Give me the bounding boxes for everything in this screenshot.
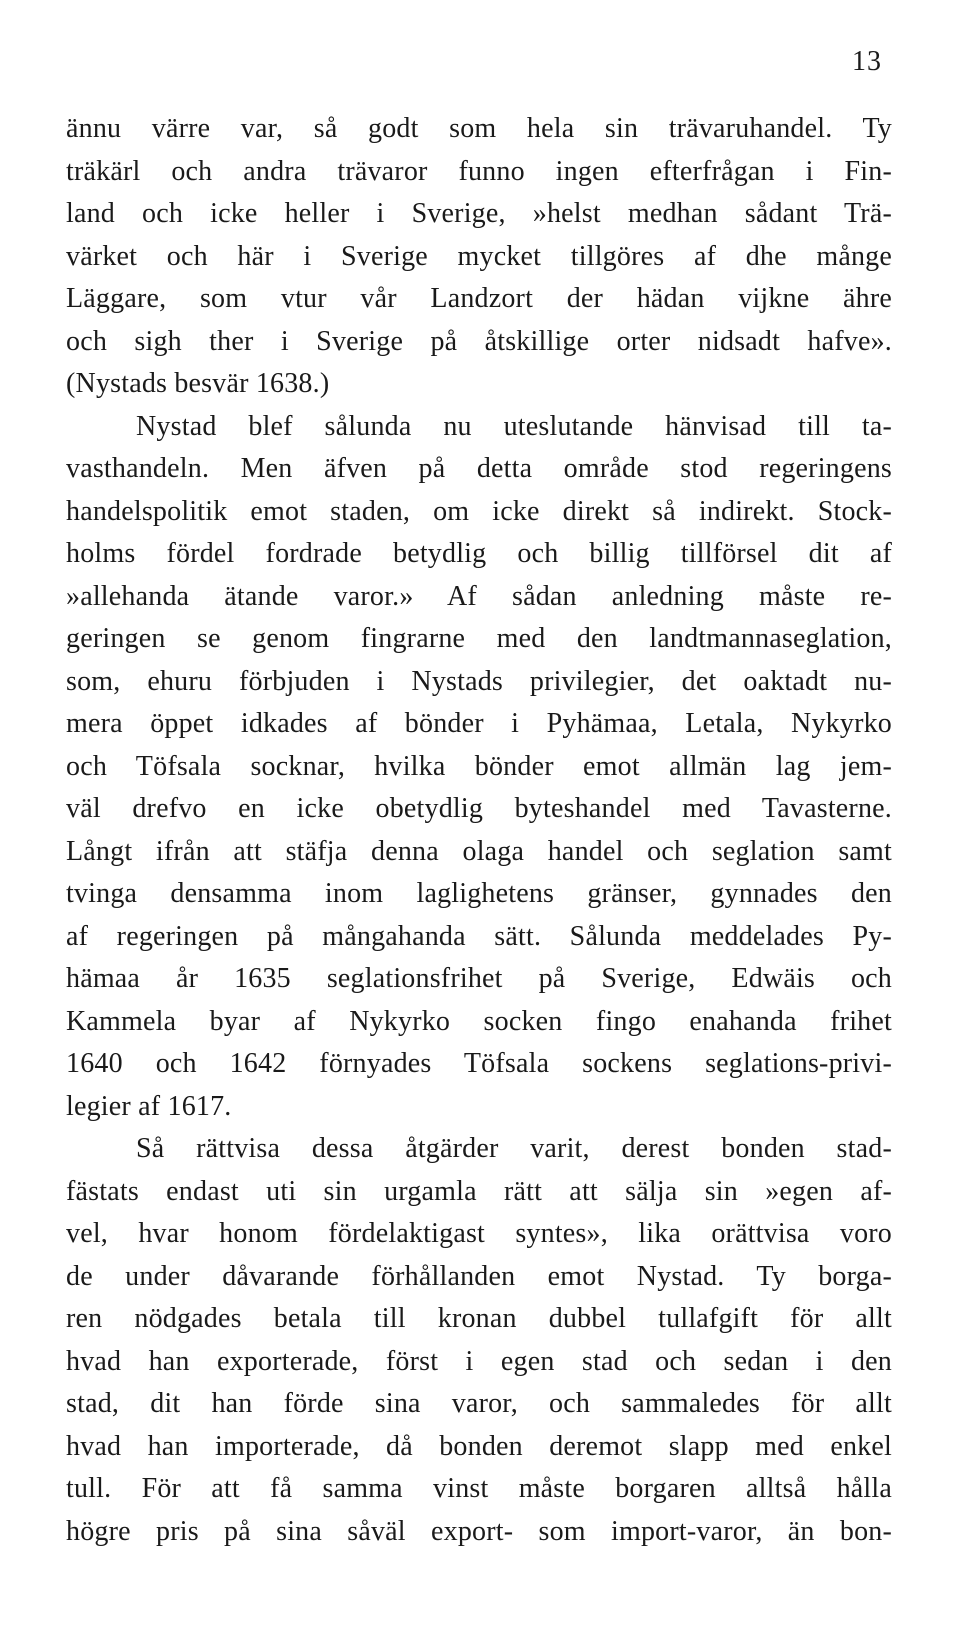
text-line: »allehanda ätande varor.» Af sådan anledning måste re- xyxy=(66,580,892,612)
text-line: högre pris på sina såväl export- som import-varor, än bon- xyxy=(66,1515,892,1547)
text-line: Kammela byar af Nykyrko socken fingo enahanda frihet xyxy=(66,1005,892,1037)
text-line: vel, hvar honom fördelaktigast syntes», lika orättvisa voro xyxy=(66,1218,892,1249)
text-line: och sigh ther i Sverige på åtskillige orter nidsadt hafve». xyxy=(66,325,892,357)
text-line: Så rättvisa dessa åtgärder varit, derest bonden stad- xyxy=(136,1133,892,1164)
text-line: stad, dit han förde sina varor, och sammaledes för allt xyxy=(66,1388,892,1419)
body-text xyxy=(66,108,892,1553)
text-line: Läggare, som vtur vår Landzort der hädan vijkne ähre xyxy=(66,283,892,314)
text-line: träkärl och andra trävaror funno ingen efterfrågan i Fin- xyxy=(66,155,892,187)
paragraph-1 xyxy=(66,108,892,406)
text-line: de under dåvarande förhållanden emot Nystad. Ty borga- xyxy=(66,1260,892,1292)
text-line: (Nystads besvär 1638.) xyxy=(66,368,330,399)
text-line: hvad han exporterade, först i egen stad och sedan i den xyxy=(66,1345,892,1377)
text-line: af regeringen på mångahanda sätt. Sålunda meddelades Py- xyxy=(66,920,892,952)
text-line: hämaa år 1635 seglationsfrihet på Sverige, Edwäis och xyxy=(66,963,892,994)
text-line: Långt ifrån att stäfja denna olaga handel och seglation samt xyxy=(66,835,892,867)
text-line: Nystad blef sålunda nu uteslutande hänvisad till ta- xyxy=(136,410,892,442)
paragraph-3 xyxy=(66,1128,892,1553)
text-line: handelspolitik emot staden, om icke direkt så indirekt. Stock- xyxy=(66,495,892,527)
text-line: ännu värre var, så godt som hela sin trävaruhandel. Ty xyxy=(66,113,892,144)
text-line: holms fördel fordrade betydlig och billig tillförsel dit af xyxy=(66,538,892,569)
text-line: 1640 och 1642 förnyades Töfsala sockens seglations-privi- xyxy=(66,1048,892,1079)
text-line: vasthandeln. Men äfven på detta område stod regeringens xyxy=(66,453,892,484)
page-number: 13 xyxy=(852,46,882,77)
text-line: mera öppet idkades af bönder i Pyhämaa, Letala, Nykyrko xyxy=(66,708,892,739)
text-line: ren nödgades betala till kronan dubbel tullafgift för allt xyxy=(66,1303,892,1334)
text-line: geringen se genom fingrarne med den landtmannaseglation, xyxy=(66,623,892,654)
text-line: värket och här i Sverige mycket tillgöres af dhe månge xyxy=(66,240,892,272)
text-line: tvinga densamma inom laglighetens gränser, gynnades den xyxy=(66,878,892,909)
text-line: tull. För att få samma vinst måste borgaren alltså hålla xyxy=(66,1473,892,1504)
text-line: fästats endast uti sin urgamla rätt att sälja sin »egen af- xyxy=(66,1175,892,1207)
paragraph-2 xyxy=(66,406,892,1129)
text-line: land och icke heller i Sverige, »helst medhan sådant Trä- xyxy=(66,198,892,229)
text-line: och Töfsala socknar, hvilka bönder emot allmän lag jem- xyxy=(66,750,892,782)
text-line: väl drefvo en icke obetydlig byteshandel med Tavasterne. xyxy=(66,793,892,824)
text-line: som, ehuru förbjuden i Nystads privilegier, det oaktadt nu- xyxy=(66,665,892,697)
text-line: legier af 1617. xyxy=(66,1090,232,1122)
text-line: hvad han importerade, då bonden deremot slapp med enkel xyxy=(66,1430,892,1462)
